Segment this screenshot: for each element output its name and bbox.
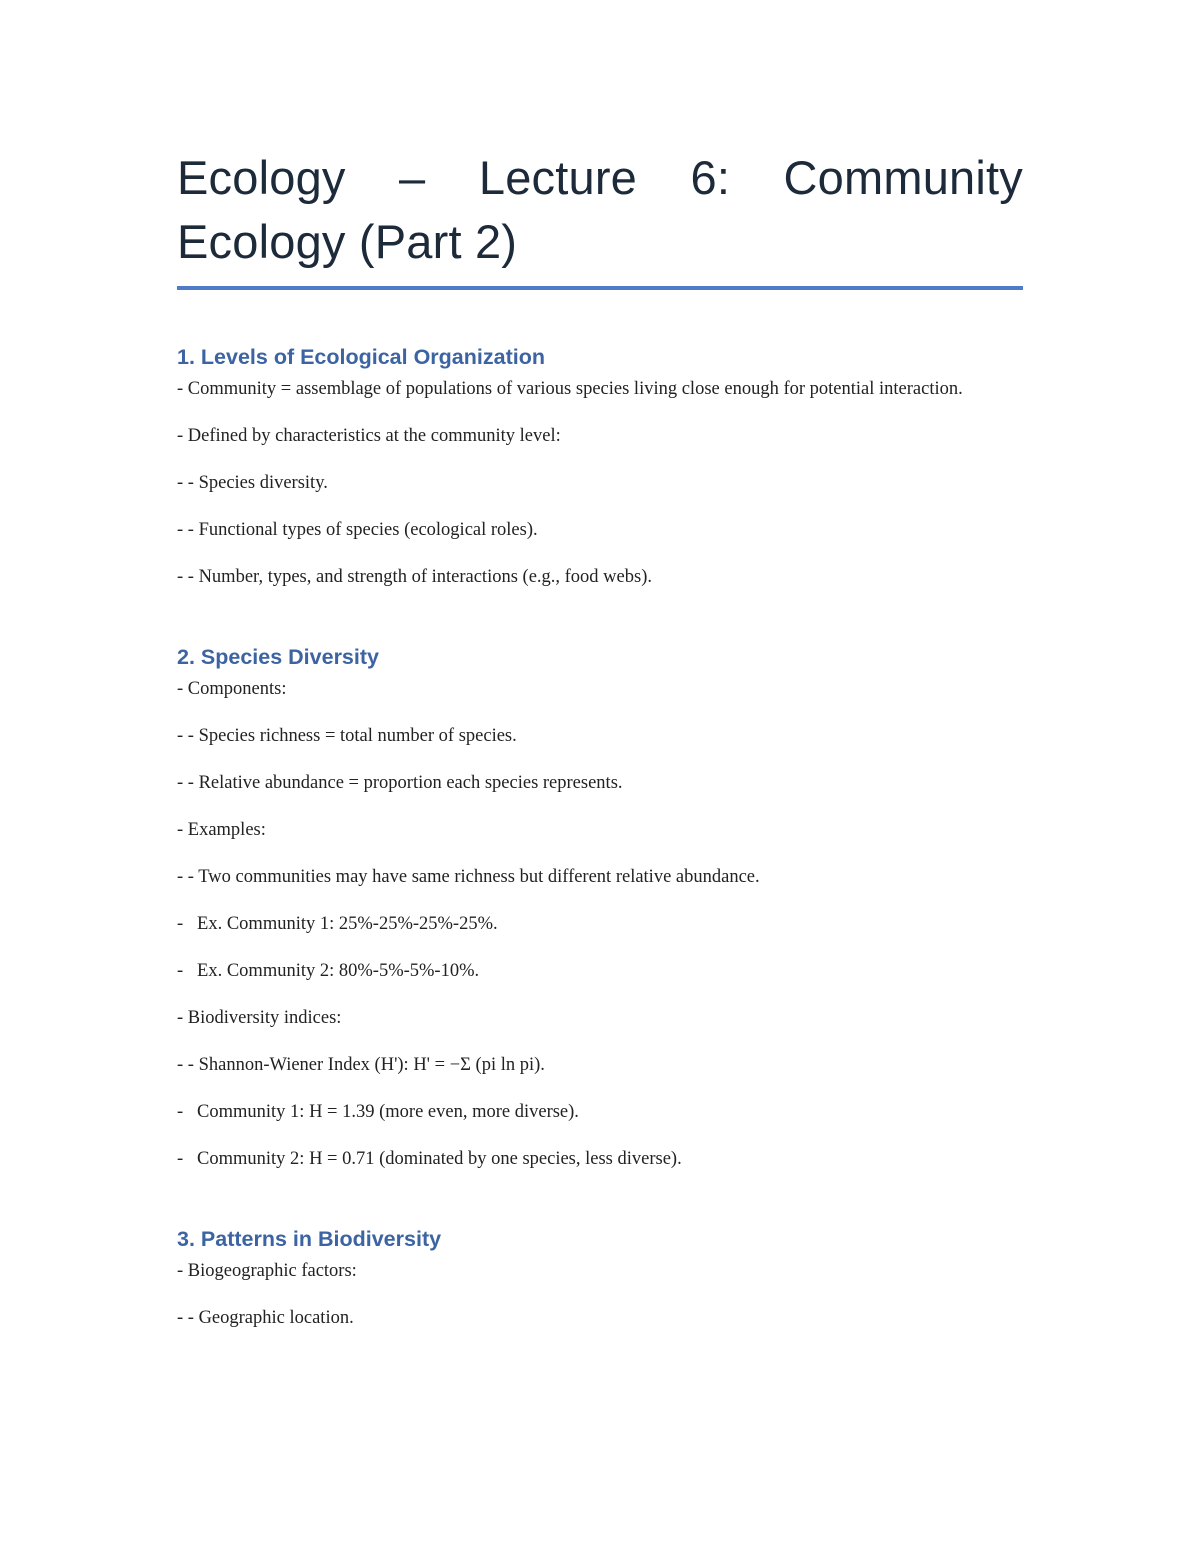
paragraph: - - Shannon-Wiener Index (H'): H' = −Σ (pi ln pi). xyxy=(177,1055,545,1075)
paragraph: - - Functional types of species (ecological roles). xyxy=(177,520,538,540)
paragraph: - Community 1: H = 1.39 (more even, more diverse). xyxy=(177,1102,579,1122)
paragraph: - - Number, types, and strength of interactions (e.g., food webs). xyxy=(177,567,652,587)
paragraph: - Community = assemblage of populations of various species living close enough for potential interaction. xyxy=(177,379,963,399)
paragraph: - - Geographic location. xyxy=(177,1308,354,1328)
section-levels-of-organization xyxy=(177,342,1023,592)
paragraph: - - Two communities may have same richness but different relative abundance. xyxy=(177,867,760,887)
paragraph: - - Relative abundance = proportion each species represents. xyxy=(177,773,623,793)
document-page xyxy=(177,140,1023,1350)
paragraph: - Ex. Community 1: 25%-25%-25%-25%. xyxy=(177,914,498,934)
document-title: Ecology – Lecture 6: Community Ecology (Part 2) xyxy=(177,151,1023,268)
paragraph: - - Species richness = total number of species. xyxy=(177,726,517,746)
title-underline xyxy=(177,286,1023,290)
paragraph: - Defined by characteristics at the community level: xyxy=(177,426,561,446)
paragraph: - Ex. Community 2: 80%-5%-5%-10%. xyxy=(177,961,480,981)
section-heading: 3. Patterns in Biodiversity xyxy=(177,1227,442,1251)
paragraph: - Biogeographic factors: xyxy=(177,1261,357,1281)
section-patterns-in-biodiversity xyxy=(177,1224,1023,1333)
section-species-diversity xyxy=(177,642,1023,1174)
paragraph: - Biodiversity indices: xyxy=(177,1008,342,1028)
paragraph: - Components: xyxy=(177,679,287,699)
paragraph: - - Species diversity. xyxy=(177,473,328,493)
section-heading: 1. Levels of Ecological Organization xyxy=(177,345,545,369)
paragraph: - Community 2: H = 0.71 (dominated by one species, less diverse). xyxy=(177,1149,682,1169)
paragraph: - Examples: xyxy=(177,820,266,840)
section-heading: 2. Species Diversity xyxy=(177,645,379,669)
